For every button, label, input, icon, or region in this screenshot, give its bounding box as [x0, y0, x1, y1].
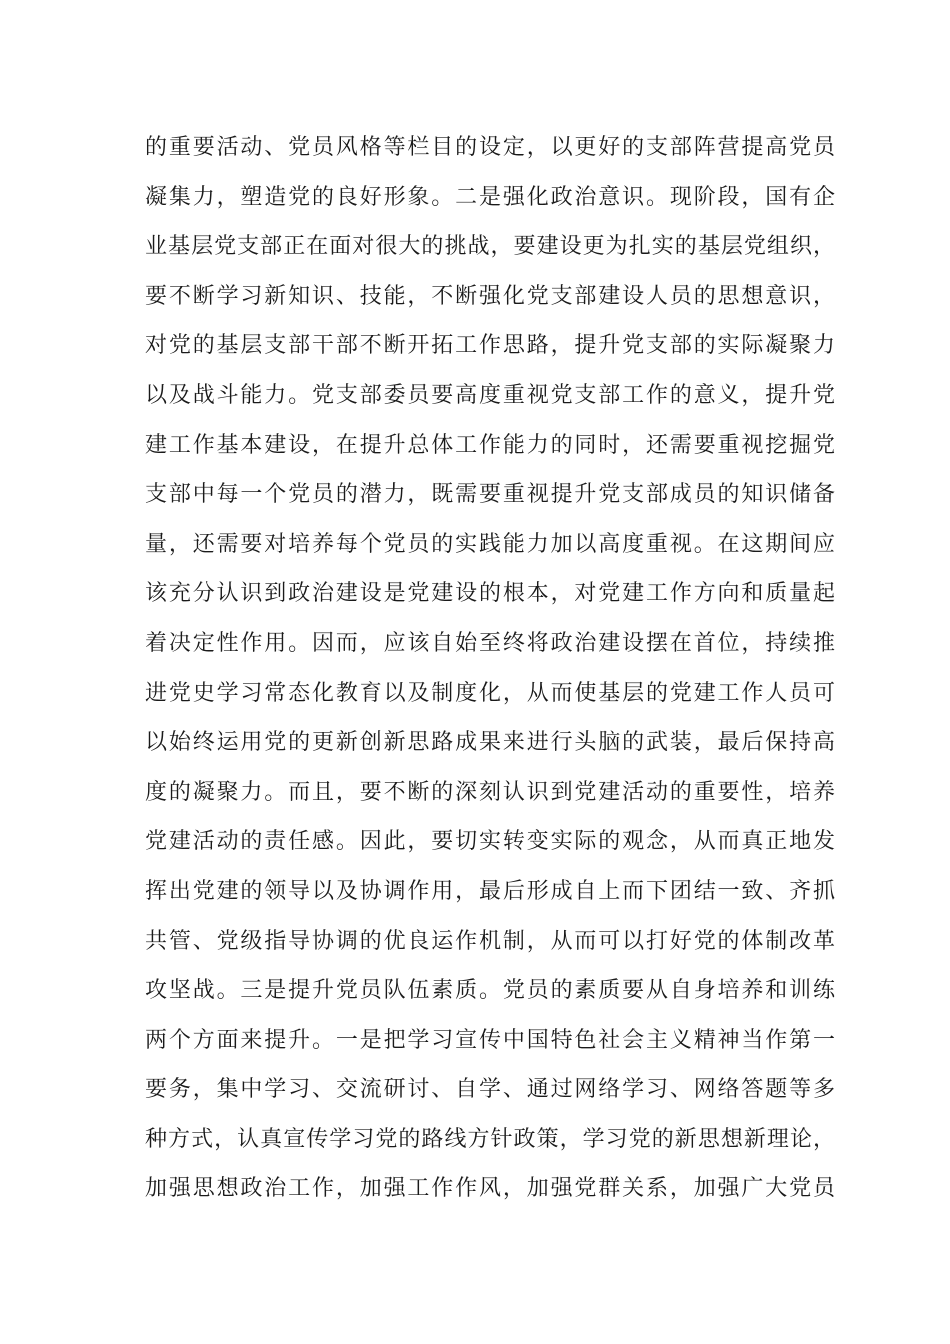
text-line: 挥出党建的领导以及协调作用，最后形成自上而下团结一致、齐抓: [145, 878, 835, 904]
text-line: 要不断学习新知识、技能，不断强化党支部建设人员的思想意识，: [145, 283, 835, 309]
text-line: 要务，集中学习、交流研讨、自学、通过网络学习、网络答题等多: [145, 1077, 835, 1103]
text-line: 以及战斗能力。党支部委员要高度重视党支部工作的意义，提升党: [145, 382, 835, 408]
body-text: [145, 123, 835, 1214]
text-line: 度的凝聚力。而且，要不断的深刻认识到党建活动的重要性，培养: [145, 779, 835, 805]
text-line: 以始终运用党的更新创新思路成果来进行头脑的武装，最后保持高: [145, 730, 835, 756]
text-line: 对党的基层支部干部不断开拓工作思路，提升党支部的实际凝聚力: [145, 333, 835, 359]
text-line: 党建活动的责任感。因此，要切实转变实际的观念，从而真正地发: [145, 829, 835, 855]
text-line: 共管、党级指导协调的优良运作机制，从而可以打好党的体制改革: [145, 928, 835, 954]
text-line: 两个方面来提升。一是把学习宣传中国特色社会主义精神当作第一: [145, 1027, 835, 1053]
text-line: 着决定性作用。因而，应该自始至终将政治建设摆在首位，持续推: [145, 630, 835, 656]
text-line: 凝集力，塑造党的良好形象。二是强化政治意识。现阶段，国有企: [145, 184, 835, 210]
text-line: 攻坚战。三是提升党员队伍素质。党员的素质要从自身培养和训练: [145, 978, 835, 1004]
text-line: 加强思想政治工作，加强工作作风，加强党群关系，加强广大党员: [145, 1176, 835, 1202]
text-line: 种方式，认真宣传学习党的路线方针政策，学习党的新思想新理论，: [145, 1126, 835, 1152]
text-line: 的重要活动、党员风格等栏目的设定，以更好的支部阵营提高党员: [145, 135, 835, 160]
text-line: 业基层党支部正在面对很大的挑战，要建设更为扎实的基层党组织，: [145, 234, 835, 260]
text-line: 量，还需要对培养每个党员的实践能力加以高度重视。在这期间应: [145, 531, 835, 557]
text-line: 支部中每一个党员的潜力，既需要重视提升党支部成员的知识储备: [145, 482, 835, 508]
text-line: 建工作基本建设，在提升总体工作能力的同时，还需要重视挖掘党: [145, 432, 835, 458]
text-line: 该充分认识到政治建设是党建设的根本，对党建工作方向和质量起: [145, 581, 835, 607]
text-line: 进党史学习常态化教育以及制度化，从而使基层的党建工作人员可: [145, 680, 835, 706]
